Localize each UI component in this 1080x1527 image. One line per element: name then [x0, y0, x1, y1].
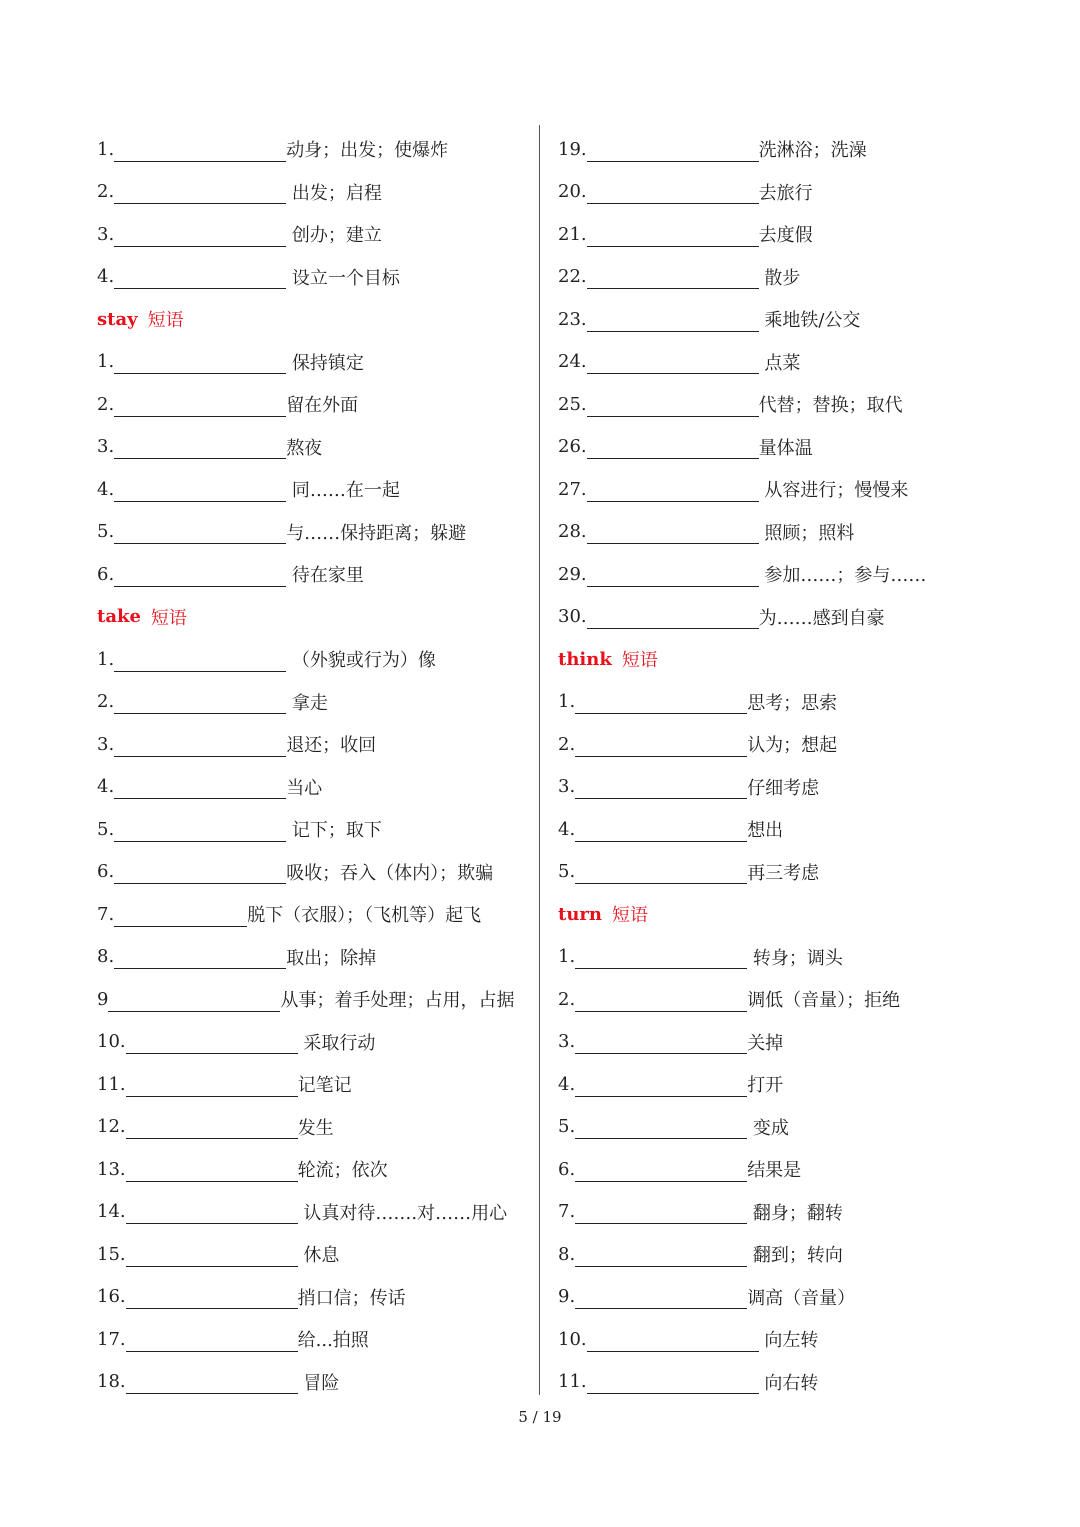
- exercise-item: [97, 468, 537, 511]
- section-word: take: [97, 606, 141, 628]
- section-heading-think: [558, 638, 998, 681]
- exercise-item: [558, 468, 998, 511]
- item-meaning: 洗淋浴；洗澡: [758, 140, 867, 162]
- exercise-item: [558, 1276, 998, 1319]
- item-meaning: 记下；取下: [286, 820, 382, 842]
- item-meaning: 捎口信；传话: [297, 1287, 406, 1309]
- exercise-item: [97, 128, 537, 171]
- item-meaning: 与……保持距离；躲避: [286, 522, 467, 544]
- item-number: 12.: [97, 1116, 126, 1138]
- exercise-item: [97, 766, 537, 809]
- exercise-item: [97, 893, 537, 936]
- exercise-item: [558, 128, 998, 171]
- item-number: 6.: [97, 563, 115, 585]
- item-meaning: 冒险: [297, 1372, 340, 1394]
- item-number: 27.: [558, 478, 587, 500]
- answer-blank[interactable]: [114, 691, 286, 714]
- exercise-item: [558, 426, 998, 469]
- exercise-item: [97, 1063, 537, 1106]
- item-number: 4.: [97, 266, 115, 288]
- section-label: 短语: [621, 650, 658, 672]
- item-number: 2.: [558, 733, 576, 755]
- exercise-item: [558, 383, 998, 426]
- item-meaning: 设立一个目标: [286, 267, 400, 289]
- item-meaning: 退还；收回: [286, 735, 377, 757]
- answer-blank[interactable]: [575, 1201, 747, 1224]
- answer-blank[interactable]: [587, 394, 759, 417]
- item-meaning: 吸收；吞入（体内）；欺骗: [286, 862, 494, 884]
- item-number: 8.: [558, 1243, 576, 1265]
- exercise-item: [97, 681, 537, 724]
- answer-blank[interactable]: [587, 351, 759, 374]
- item-meaning: 为……感到自豪: [758, 607, 885, 629]
- item-number: 2.: [97, 393, 115, 415]
- answer-blank[interactable]: [114, 181, 286, 204]
- exercise-item: [97, 723, 537, 766]
- section-label: 短语: [150, 607, 187, 629]
- item-meaning: 打开: [747, 1075, 784, 1097]
- item-number: 3.: [97, 733, 115, 755]
- answer-blank[interactable]: [114, 861, 286, 884]
- item-meaning: 乘地铁/公交: [758, 310, 861, 332]
- section-heading-stay: [97, 298, 537, 341]
- item-number: 6.: [558, 1158, 576, 1180]
- exercise-item: [558, 256, 998, 299]
- item-number: 10.: [558, 1328, 587, 1350]
- item-number: 9: [97, 988, 109, 1010]
- item-meaning: 调低（音量）；拒绝: [747, 990, 901, 1012]
- exercise-item: [97, 851, 537, 894]
- item-meaning: 调高（音量）: [747, 1287, 856, 1309]
- item-number: 4.: [558, 1073, 576, 1095]
- item-number: 30.: [558, 606, 587, 628]
- item-number: 11.: [558, 1371, 587, 1393]
- answer-blank[interactable]: [587, 436, 759, 459]
- answer-blank[interactable]: [575, 946, 747, 969]
- answer-blank[interactable]: [114, 394, 286, 417]
- answer-blank[interactable]: [114, 819, 286, 842]
- item-number: 5.: [558, 861, 576, 883]
- exercise-item: [97, 1233, 537, 1276]
- exercise-item: [558, 1063, 998, 1106]
- exercise-item: [97, 978, 537, 1021]
- item-meaning: 当心: [286, 777, 323, 799]
- item-number: 8.: [97, 946, 115, 968]
- item-number: 29.: [558, 563, 587, 585]
- item-meaning: 同……在一起: [286, 480, 400, 502]
- item-meaning: 认为；想起: [747, 735, 838, 757]
- item-number: 20.: [558, 181, 587, 203]
- item-meaning: 结果是: [747, 1160, 802, 1182]
- answer-blank[interactable]: [575, 776, 747, 799]
- exercise-item: [97, 256, 537, 299]
- exercise-item: [558, 808, 998, 851]
- exercise-item: [558, 851, 998, 894]
- answer-blank[interactable]: [575, 1286, 747, 1309]
- item-meaning: 参加……；参与……: [758, 565, 927, 587]
- item-number: 1.: [97, 648, 115, 670]
- item-number: 5.: [97, 521, 115, 543]
- answer-blank[interactable]: [114, 564, 286, 587]
- item-meaning: （外貌或行为）像: [286, 650, 436, 672]
- item-number: 4.: [97, 776, 115, 798]
- exercise-item: [97, 1276, 537, 1319]
- item-meaning: 认真对待…….对……用心: [297, 1202, 508, 1224]
- item-number: 25.: [558, 393, 587, 415]
- item-meaning: 出发；启程: [286, 182, 382, 204]
- answer-blank[interactable]: [587, 564, 759, 587]
- item-number: 6.: [97, 861, 115, 883]
- item-meaning: 给...拍照: [297, 1330, 369, 1352]
- section-heading-take: [97, 596, 537, 639]
- item-number: 3.: [97, 436, 115, 458]
- item-meaning: 再三考虑: [747, 862, 820, 884]
- item-number: 7.: [558, 1201, 576, 1223]
- answer-blank[interactable]: [587, 266, 759, 289]
- exercise-item: [97, 638, 537, 681]
- exercise-item: [558, 978, 998, 1021]
- exercise-item: [97, 511, 537, 554]
- item-number: 18.: [97, 1371, 126, 1393]
- answer-blank[interactable]: [575, 1031, 747, 1054]
- section-word: think: [558, 648, 612, 670]
- answer-blank[interactable]: [126, 1031, 298, 1054]
- item-meaning: 拿走: [286, 692, 328, 714]
- answer-blank[interactable]: [126, 1329, 298, 1352]
- section-label: 短语: [147, 310, 184, 332]
- exercise-item: [97, 1361, 537, 1404]
- section-word: stay: [97, 308, 138, 330]
- item-meaning: 想出: [747, 820, 784, 842]
- item-number: 19.: [558, 138, 587, 160]
- answer-blank[interactable]: [587, 521, 759, 544]
- item-number: 15.: [97, 1243, 126, 1265]
- exercise-item: [97, 553, 537, 596]
- exercise-item: [558, 511, 998, 554]
- item-number: 24.: [558, 351, 587, 373]
- item-meaning: 代替；替换；取代: [758, 395, 903, 417]
- answer-blank[interactable]: [575, 691, 747, 714]
- answer-blank[interactable]: [575, 1074, 747, 1097]
- answer-blank[interactable]: [587, 1329, 759, 1352]
- item-meaning: 记笔记: [297, 1075, 352, 1097]
- exercise-item: [97, 383, 537, 426]
- item-meaning: 待在家里: [286, 565, 364, 587]
- item-number: 22.: [558, 266, 587, 288]
- section-word: turn: [558, 903, 602, 925]
- answer-blank[interactable]: [587, 606, 759, 629]
- item-number: 23.: [558, 308, 587, 330]
- item-meaning: 散步: [758, 267, 801, 289]
- item-meaning: 转身；调头: [747, 947, 843, 969]
- exercise-item: [558, 213, 998, 256]
- exercise-item: [558, 936, 998, 979]
- item-number: 13.: [97, 1158, 126, 1180]
- exercise-item: [97, 936, 537, 979]
- answer-blank[interactable]: [114, 224, 286, 247]
- exercise-item: [558, 1361, 998, 1404]
- item-meaning: 去旅行: [758, 182, 813, 204]
- answer-blank[interactable]: [114, 946, 286, 969]
- answer-blank[interactable]: [126, 1286, 298, 1309]
- answer-blank[interactable]: [575, 1244, 747, 1267]
- exercise-item: [97, 341, 537, 384]
- answer-blank[interactable]: [126, 1074, 298, 1097]
- column-divider: [539, 125, 540, 1395]
- item-number: 3.: [97, 223, 115, 245]
- answer-blank[interactable]: [114, 436, 286, 459]
- answer-blank[interactable]: [587, 479, 759, 502]
- item-meaning: 去度假: [758, 225, 813, 247]
- exercise-item: [558, 766, 998, 809]
- answer-blank[interactable]: [108, 989, 280, 1012]
- left-column: [97, 128, 537, 1403]
- item-number: 1.: [558, 691, 576, 713]
- item-meaning: 熬夜: [286, 437, 323, 459]
- exercise-item: [97, 1318, 537, 1361]
- item-number: 1.: [558, 946, 576, 968]
- answer-blank[interactable]: [575, 989, 747, 1012]
- item-meaning: 取出；除掉: [286, 947, 377, 969]
- item-number: 5.: [97, 818, 115, 840]
- item-number: 28.: [558, 521, 587, 543]
- item-number: 3.: [558, 1031, 576, 1053]
- answer-blank[interactable]: [587, 1371, 759, 1394]
- answer-blank[interactable]: [575, 1159, 747, 1182]
- exercise-item: [97, 1106, 537, 1149]
- exercise-item: [558, 341, 998, 384]
- item-number: 2.: [97, 691, 115, 713]
- item-meaning: 创办；建立: [286, 225, 382, 247]
- item-number: 4.: [558, 818, 576, 840]
- item-meaning: 保持镇定: [286, 352, 364, 374]
- answer-blank[interactable]: [587, 181, 759, 204]
- item-number: 21.: [558, 223, 587, 245]
- item-number: 1.: [97, 351, 115, 373]
- item-meaning: 脱下（衣服）；（飞机等）起飞: [247, 905, 482, 927]
- item-number: 2.: [97, 181, 115, 203]
- exercise-item: [558, 596, 998, 639]
- exercise-item: [97, 808, 537, 851]
- exercise-item: [558, 723, 998, 766]
- exercise-item: [558, 1106, 998, 1149]
- exercise-item: [97, 171, 537, 214]
- item-meaning: 向左转: [758, 1330, 819, 1352]
- exercise-item: [558, 1233, 998, 1276]
- item-meaning: 从事；着手处理；占用，占据: [280, 990, 515, 1012]
- item-number: 16.: [97, 1286, 126, 1308]
- page-number: 5 / 19: [518, 1408, 562, 1426]
- right-column: [558, 128, 998, 1403]
- exercise-item: [97, 1148, 537, 1191]
- answer-blank[interactable]: [126, 1371, 298, 1394]
- item-meaning: 翻到；转向: [747, 1245, 843, 1267]
- answer-blank[interactable]: [587, 309, 759, 332]
- exercise-item: [558, 1191, 998, 1234]
- answer-blank[interactable]: [114, 479, 286, 502]
- exercise-item: [97, 1021, 537, 1064]
- exercise-item: [97, 426, 537, 469]
- section-label: 短语: [611, 905, 648, 927]
- item-meaning: 轮流；依次: [297, 1160, 388, 1182]
- answer-blank[interactable]: [575, 1116, 747, 1139]
- section-heading-turn: [558, 893, 998, 936]
- item-meaning: 变成: [747, 1117, 789, 1139]
- exercise-item: [97, 213, 537, 256]
- answer-blank[interactable]: [575, 734, 747, 757]
- item-number: 10.: [97, 1031, 126, 1053]
- item-meaning: 从容进行；慢慢来: [758, 480, 909, 502]
- exercise-item: [558, 681, 998, 724]
- item-number: 9.: [558, 1286, 576, 1308]
- item-number: 14.: [97, 1201, 126, 1223]
- answer-blank[interactable]: [114, 521, 286, 544]
- item-meaning: 发生: [297, 1117, 334, 1139]
- answer-blank[interactable]: [126, 1159, 298, 1182]
- answer-blank[interactable]: [114, 139, 286, 162]
- answer-blank[interactable]: [587, 224, 759, 247]
- answer-blank[interactable]: [575, 861, 747, 884]
- answer-blank[interactable]: [114, 266, 286, 289]
- item-meaning: 思考；思索: [747, 692, 838, 714]
- exercise-item: [558, 553, 998, 596]
- item-number: 3.: [558, 776, 576, 798]
- answer-blank[interactable]: [114, 734, 286, 757]
- exercise-item: [558, 1021, 998, 1064]
- item-meaning: 点菜: [758, 352, 801, 374]
- item-meaning: 休息: [297, 1245, 340, 1267]
- exercise-item: [558, 1318, 998, 1361]
- item-meaning: 翻身；翻转: [747, 1202, 843, 1224]
- answer-blank[interactable]: [114, 904, 247, 927]
- answer-blank[interactable]: [126, 1116, 298, 1139]
- item-meaning: 采取行动: [297, 1032, 376, 1054]
- answer-blank[interactable]: [114, 649, 286, 672]
- item-meaning: 关掉: [747, 1032, 784, 1054]
- item-meaning: 量体温: [758, 437, 813, 459]
- answer-blank[interactable]: [114, 351, 286, 374]
- item-number: 17.: [97, 1328, 126, 1350]
- item-number: 2.: [558, 988, 576, 1010]
- exercise-item: [558, 171, 998, 214]
- exercise-item: [558, 298, 998, 341]
- item-meaning: 动身；出发；使爆炸: [286, 140, 449, 162]
- answer-blank[interactable]: [126, 1244, 298, 1267]
- item-meaning: 留在外面: [286, 395, 359, 417]
- answer-blank[interactable]: [587, 139, 759, 162]
- item-number: 5.: [558, 1116, 576, 1138]
- item-meaning: 仔细考虑: [747, 777, 820, 799]
- item-number: 7.: [97, 903, 115, 925]
- item-number: 4.: [97, 478, 115, 500]
- item-number: 11.: [97, 1073, 126, 1095]
- answer-blank[interactable]: [126, 1201, 298, 1224]
- item-number: 1.: [97, 138, 115, 160]
- item-number: 26.: [558, 436, 587, 458]
- item-meaning: 向右转: [758, 1372, 819, 1394]
- answer-blank[interactable]: [114, 776, 286, 799]
- answer-blank[interactable]: [575, 819, 747, 842]
- exercise-item: [97, 1191, 537, 1234]
- exercise-item: [558, 1148, 998, 1191]
- item-meaning: 照顾；照料: [758, 522, 855, 544]
